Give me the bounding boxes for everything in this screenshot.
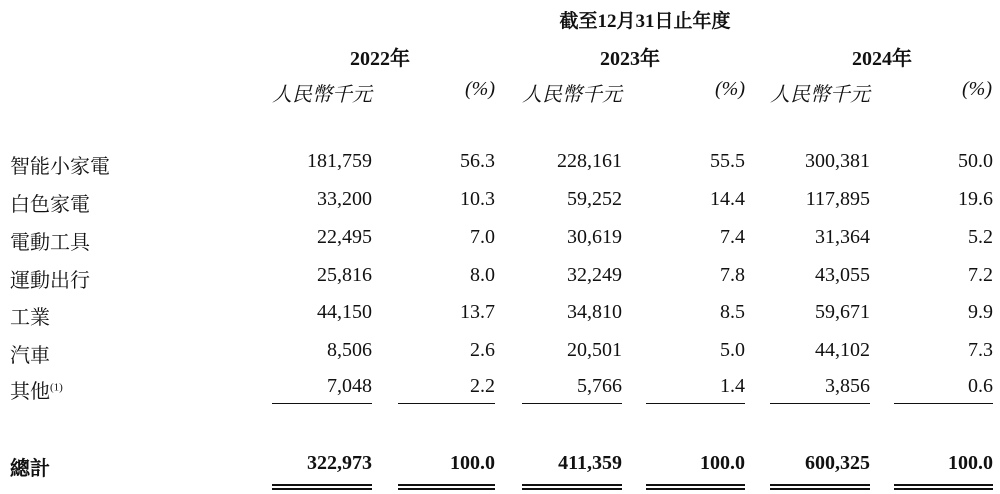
row-others-label-text: 其他 bbox=[10, 381, 50, 403]
row-sports-mobility-2023-pct: 7.8 bbox=[720, 264, 745, 286]
total-double-rule-2023-amount bbox=[522, 484, 622, 490]
unit-pct-2023: (%) bbox=[715, 78, 745, 100]
row-smart-small-appliances-2023-amount: 228,161 bbox=[557, 150, 622, 172]
row-industrial-label-text: 工業 bbox=[10, 307, 50, 329]
row-power-tools-2022-pct: 7.0 bbox=[470, 226, 495, 248]
subtotal-rule-2022-amount bbox=[272, 403, 372, 404]
total-double-rule-2023-pct bbox=[646, 484, 745, 490]
row-power-tools-label-text: 電動工具 bbox=[10, 232, 90, 254]
subtotal-rule-2023-amount bbox=[522, 403, 622, 404]
row-automotive-label-text: 汽車 bbox=[10, 345, 50, 367]
year-2022-header: 2022年 bbox=[350, 48, 410, 70]
unit-pct-2022: (%) bbox=[465, 78, 495, 100]
row-industrial-2024-pct: 9.9 bbox=[968, 301, 993, 323]
row-sports-mobility-2024-amount: 43,055 bbox=[815, 264, 870, 286]
row-white-goods-2024-pct: 19.6 bbox=[958, 188, 993, 210]
row-white-goods-2022-amount: 33,200 bbox=[317, 188, 372, 210]
row-others-2023-pct: 1.4 bbox=[720, 375, 745, 397]
row-others-2024-pct: 0.6 bbox=[968, 375, 993, 397]
row-power-tools-2023-pct: 7.4 bbox=[720, 226, 745, 248]
row-sports-mobility-2023-amount: 32,249 bbox=[567, 264, 622, 286]
row-industrial-2022-pct: 13.7 bbox=[460, 301, 495, 323]
total-double-rule-2022-pct bbox=[398, 484, 495, 490]
row-sports-mobility-label bbox=[10, 264, 90, 293]
row-total-2023-amount: 411,359 bbox=[558, 452, 622, 474]
year-2024-header: 2024年 bbox=[852, 48, 912, 70]
row-smart-small-appliances-label bbox=[10, 150, 110, 179]
row-smart-small-appliances-2022-amount: 181,759 bbox=[307, 150, 372, 172]
row-others-2022-amount: 7,048 bbox=[327, 375, 372, 397]
row-sports-mobility-2022-pct: 8.0 bbox=[470, 264, 495, 286]
unit-amount-2023: 人民幣千元 bbox=[522, 84, 622, 106]
row-smart-small-appliances-2022-pct: 56.3 bbox=[460, 150, 495, 172]
row-white-goods-2024-amount: 117,895 bbox=[805, 188, 870, 210]
row-power-tools-2024-pct: 5.2 bbox=[968, 226, 993, 248]
row-industrial-2022-amount: 44,150 bbox=[317, 301, 372, 323]
row-automotive-2023-pct: 5.0 bbox=[720, 339, 745, 361]
row-others-2022-pct: 2.2 bbox=[470, 375, 495, 397]
row-white-goods-label-text: 白色家電 bbox=[10, 194, 90, 216]
row-total-2022-pct: 100.0 bbox=[450, 452, 495, 474]
row-power-tools-2024-amount: 31,364 bbox=[815, 226, 870, 248]
row-automotive-2022-amount: 8,506 bbox=[327, 339, 372, 361]
subtotal-rule-2024-pct bbox=[894, 403, 993, 404]
row-automotive-2024-amount: 44,102 bbox=[815, 339, 870, 361]
total-double-rule-2024-amount bbox=[770, 484, 870, 490]
row-white-goods-2023-amount: 59,252 bbox=[567, 188, 622, 210]
row-smart-small-appliances-2023-pct: 55.5 bbox=[710, 150, 745, 172]
row-sports-mobility-label-text: 運動出行 bbox=[10, 270, 90, 292]
row-white-goods-label bbox=[10, 188, 90, 217]
row-total-2024-amount: 600,325 bbox=[805, 452, 870, 474]
row-power-tools-2023-amount: 30,619 bbox=[567, 226, 622, 248]
row-white-goods-2023-pct: 14.4 bbox=[710, 188, 745, 210]
row-others-label bbox=[10, 375, 63, 404]
row-automotive-2024-pct: 7.3 bbox=[968, 339, 993, 361]
footnote-marker: (1) bbox=[50, 381, 63, 394]
row-smart-small-appliances-2024-amount: 300,381 bbox=[805, 150, 870, 172]
unit-pct-2024: (%) bbox=[962, 78, 992, 100]
row-automotive-label bbox=[10, 339, 50, 368]
row-industrial-2024-amount: 59,671 bbox=[815, 301, 870, 323]
row-power-tools-2022-amount: 22,495 bbox=[317, 226, 372, 248]
subtotal-rule-2024-amount bbox=[770, 403, 870, 404]
unit-amount-2022: 人民幣千元 bbox=[272, 84, 372, 106]
row-industrial-2023-pct: 8.5 bbox=[720, 301, 745, 323]
unit-amount-2024: 人民幣千元 bbox=[770, 84, 870, 106]
row-others-2024-amount: 3,856 bbox=[825, 375, 870, 397]
row-power-tools-label bbox=[10, 226, 90, 255]
row-total-label-text: 總計 bbox=[10, 458, 50, 480]
period-heading: 截至12月31日止年度 bbox=[559, 11, 731, 32]
row-total-label bbox=[10, 452, 50, 481]
row-others-2023-amount: 5,766 bbox=[577, 375, 622, 397]
row-industrial-2023-amount: 34,810 bbox=[567, 301, 622, 323]
row-total-2023-pct: 100.0 bbox=[700, 452, 745, 474]
subtotal-rule-2022-pct bbox=[398, 403, 495, 404]
row-automotive-2023-amount: 20,501 bbox=[567, 339, 622, 361]
total-double-rule-2022-amount bbox=[272, 484, 372, 490]
row-total-2022-amount: 322,973 bbox=[307, 452, 372, 474]
row-sports-mobility-2022-amount: 25,816 bbox=[317, 264, 372, 286]
subtotal-rule-2023-pct bbox=[646, 403, 745, 404]
row-sports-mobility-2024-pct: 7.2 bbox=[968, 264, 993, 286]
row-industrial-label bbox=[10, 301, 50, 330]
total-double-rule-2024-pct bbox=[894, 484, 993, 490]
row-total-2024-pct: 100.0 bbox=[948, 452, 993, 474]
row-automotive-2022-pct: 2.6 bbox=[470, 339, 495, 361]
row-smart-small-appliances-label-text: 智能小家電 bbox=[10, 156, 110, 178]
year-2023-header: 2023年 bbox=[600, 48, 660, 70]
row-white-goods-2022-pct: 10.3 bbox=[460, 188, 495, 210]
row-smart-small-appliances-2024-pct: 50.0 bbox=[958, 150, 993, 172]
